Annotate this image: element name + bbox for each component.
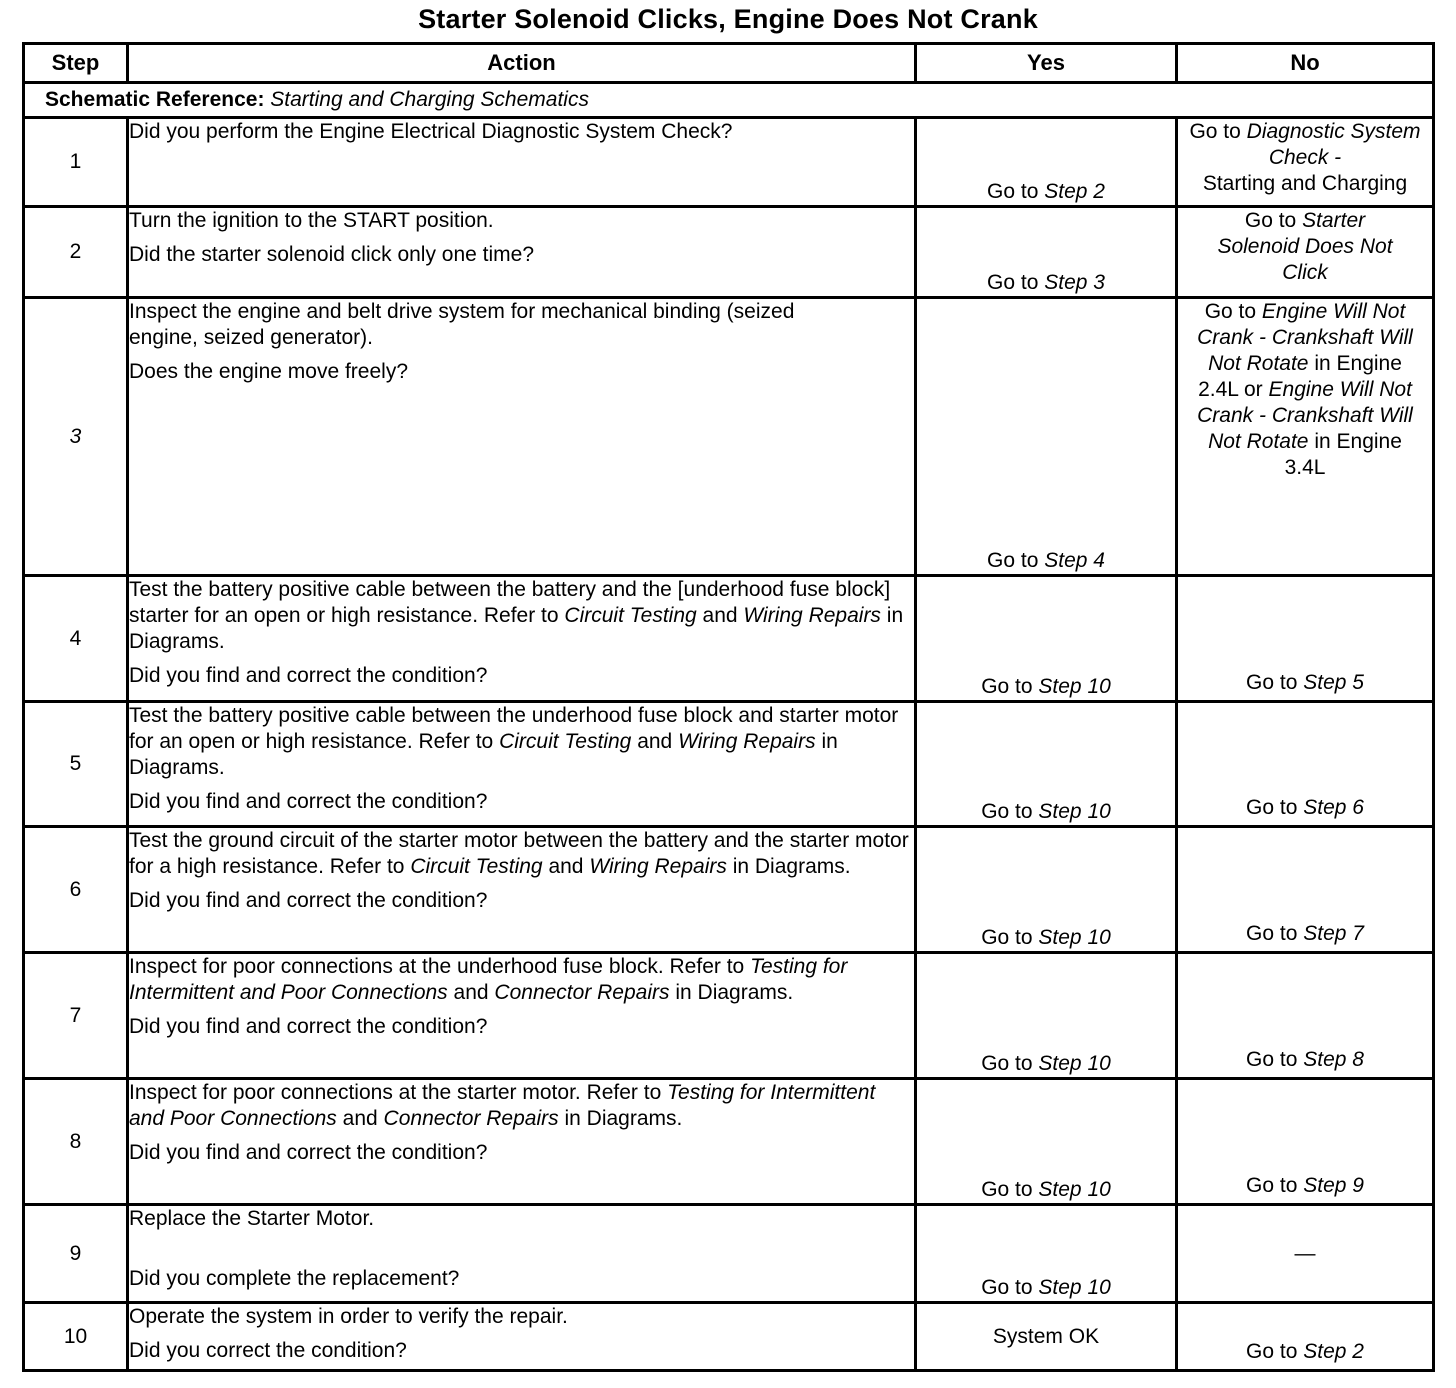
no-cell — [1177, 827, 1434, 953]
action-text-part: Inspect for poor connections at the starter motor. Refer to — [129, 1081, 662, 1104]
go-to-label: Go to — [1189, 120, 1241, 143]
action-text — [129, 828, 914, 880]
action-reference: Wiring Repairs — [678, 730, 816, 753]
no-target-alt: Engine Will Not Crank - Crankshaft Will Not Rotate — [1197, 378, 1413, 453]
action-text — [129, 703, 914, 781]
no-cell — [1177, 702, 1434, 827]
action-text: Operate the system in order to verify the repair. — [129, 1305, 568, 1328]
action-question: Did the starter solenoid click only one time? — [129, 243, 535, 266]
go-to-label: Go to — [1246, 1340, 1298, 1363]
no-target-mid: in Engine 2.4L or — [1198, 352, 1402, 401]
action-text — [129, 1080, 914, 1132]
action-question: Did you correct the condition? — [129, 1339, 407, 1362]
action-cell — [128, 827, 916, 953]
schematic-reference-row — [24, 83, 1434, 118]
action-question: Does the engine move freely? — [129, 360, 408, 383]
yes-target: Step 10 — [1038, 1276, 1111, 1299]
no-target: Step 6 — [1303, 796, 1364, 819]
step-number: 1 — [24, 118, 128, 207]
no-cell — [1177, 576, 1434, 702]
action-text-part: Inspect for poor connections at the underhood fuse block. Refer to — [129, 955, 745, 978]
go-to-label: Go to — [981, 1178, 1033, 1201]
yes-target: Step 3 — [1044, 271, 1105, 294]
yes-cell — [916, 702, 1177, 827]
step-number: 8 — [24, 1079, 128, 1205]
action-question: Did you find and correct the condition? — [129, 1015, 488, 1038]
step-number: 10 — [24, 1303, 128, 1371]
diagnostic-table — [22, 42, 1435, 1372]
action-question: Did you find and correct the condition? — [129, 1141, 488, 1164]
action-text-part: and — [453, 981, 489, 1004]
action-cell — [128, 207, 916, 298]
no-cell — [1177, 953, 1434, 1079]
action-text-part: in Diagrams. — [675, 981, 794, 1004]
step-number: 6 — [24, 827, 128, 953]
action-cell — [128, 118, 916, 207]
header-no: No — [1177, 44, 1434, 83]
no-target-dash: — — [1294, 1241, 1316, 1265]
go-to-label: Go to — [981, 926, 1033, 949]
action-cell — [128, 1079, 916, 1205]
go-to-label: Go to — [1246, 1174, 1298, 1197]
schematic-reference-value: Starting and Charging Schematics — [270, 88, 589, 111]
page-title: Starter Solenoid Clicks, Engine Does Not Crank — [418, 4, 1038, 34]
no-target: Diagnostic System Check - — [1246, 120, 1421, 169]
action-reference: Wiring Repairs — [589, 855, 727, 878]
table-row — [24, 1205, 1434, 1303]
no-cell — [1177, 1303, 1434, 1371]
go-to-label: Go to — [981, 800, 1033, 823]
table-row — [24, 576, 1434, 702]
action-text-part: Test the battery positive cable between the underhood fuse block and starter motor for an open or high resistance. Refer to — [129, 704, 899, 753]
action-text: Inspect the engine and belt drive system for mechanical binding (seized engine, seized generator). — [129, 300, 795, 349]
no-target: Step 2 — [1303, 1340, 1364, 1363]
go-to-label: Go to — [1204, 300, 1257, 323]
yes-target: Step 10 — [1038, 926, 1111, 949]
step-number-text: 3 — [69, 424, 82, 448]
yes-target: Step 2 — [1044, 180, 1105, 203]
yes-target: Step 10 — [1038, 1178, 1111, 1201]
header-step: Step — [24, 44, 128, 83]
yes-cell — [916, 298, 1177, 576]
action-text-part: and — [342, 1107, 378, 1130]
action-cell — [128, 1303, 916, 1371]
yes-cell — [916, 1079, 1177, 1205]
yes-target: Step 4 — [1044, 549, 1105, 572]
action-reference: Testing for Intermittent and Poor Connections — [129, 1081, 876, 1130]
action-reference: Circuit Testing — [499, 730, 632, 753]
action-cell — [128, 298, 916, 576]
go-to-label: Go to — [987, 549, 1039, 572]
header-yes: Yes — [916, 44, 1177, 83]
action-text-part: in Diagrams. — [129, 604, 904, 653]
table-row — [24, 1303, 1434, 1371]
spacer — [129, 1240, 914, 1266]
action-cell — [128, 953, 916, 1079]
step-number: 2 — [24, 207, 128, 298]
go-to-label: Go to — [981, 1052, 1033, 1075]
no-cell — [1177, 118, 1434, 207]
yes-target: Step 10 — [1038, 1052, 1111, 1075]
action-text: Turn the ignition to the START position. — [129, 209, 494, 232]
table-row — [24, 207, 1434, 298]
action-text-part: in Diagrams. — [732, 855, 851, 878]
action-question: Did you find and correct the condition? — [129, 889, 488, 912]
go-to-label: Go to — [981, 1276, 1033, 1299]
go-to-label: Go to — [981, 675, 1033, 698]
action-reference: Circuit Testing — [410, 855, 543, 878]
go-to-label: Go to — [987, 271, 1039, 294]
table-row — [24, 298, 1434, 576]
no-target: Starter Solenoid Does Not Click — [1217, 209, 1393, 284]
step-number: 4 — [24, 576, 128, 702]
no-target-suffix: Starting and Charging — [1202, 172, 1408, 195]
go-to-label: Go to — [1246, 671, 1298, 694]
action-text-part: and — [637, 730, 673, 753]
action-question: Did you find and correct the condition? — [129, 664, 488, 687]
no-target: Step 9 — [1303, 1174, 1364, 1197]
table-row — [24, 118, 1434, 207]
action-question: Did you complete the replacement? — [129, 1267, 460, 1290]
no-target: Step 5 — [1303, 671, 1364, 694]
no-target: Engine Will Not Crank - Crankshaft Will Not Rotate — [1197, 300, 1413, 375]
action-text-part: and — [702, 604, 738, 627]
go-to-label: Go to — [987, 180, 1039, 203]
step-number: 9 — [24, 1205, 128, 1303]
go-to-label: Go to — [1246, 1048, 1298, 1071]
table-row — [24, 702, 1434, 827]
action-reference: Testing for Intermittent and Poor Connections — [129, 955, 848, 1004]
action-text-part: and — [548, 855, 584, 878]
no-target: Step 7 — [1303, 922, 1364, 945]
no-cell — [1177, 1205, 1434, 1303]
action-text — [129, 954, 914, 1006]
header-row — [24, 44, 1434, 83]
table-row — [24, 827, 1434, 953]
yes-target: Step 10 — [1038, 675, 1111, 698]
step-number: 7 — [24, 953, 128, 1079]
no-target: Step 8 — [1303, 1048, 1364, 1071]
action-reference: Connector Repairs — [494, 981, 670, 1004]
action-text-part: in Diagrams. — [564, 1107, 683, 1130]
action-reference: Wiring Repairs — [743, 604, 881, 627]
go-to-label: Go to — [1246, 922, 1298, 945]
action-question: Did you find and correct the condition? — [129, 790, 488, 813]
action-cell — [128, 1205, 916, 1303]
yes-cell — [916, 118, 1177, 207]
action-text — [129, 577, 914, 655]
yes-target: Step 10 — [1038, 800, 1111, 823]
step-number: 5 — [24, 702, 128, 827]
action-text-part: Test the ground circuit of the starter motor between the battery and the starter motor for a high resistance. Refer to — [129, 829, 909, 878]
action-reference: Connector Repairs — [383, 1107, 559, 1130]
go-to-label: Go to — [1246, 796, 1298, 819]
no-target-end: in Engine 3.4L — [1284, 430, 1402, 479]
no-cell — [1177, 207, 1434, 298]
header-action: Action — [128, 44, 916, 83]
yes-cell — [916, 1205, 1177, 1303]
schematic-reference — [24, 83, 1434, 118]
action-reference: Circuit Testing — [564, 604, 697, 627]
action-text-part: in Diagrams. — [129, 730, 838, 779]
go-to-label: Go to — [1244, 209, 1297, 232]
schematic-reference-label: Schematic Reference: — [45, 88, 265, 111]
yes-cell — [916, 207, 1177, 298]
yes-cell — [916, 827, 1177, 953]
step-number — [24, 298, 128, 576]
action-text: Did you perform the Engine Electrical Diagnostic System Check? — [129, 120, 733, 143]
action-cell — [128, 702, 916, 827]
no-cell — [1177, 298, 1434, 576]
no-cell — [1177, 1079, 1434, 1205]
yes-cell — [916, 1303, 1177, 1371]
table-row — [24, 953, 1434, 1079]
action-cell — [128, 576, 916, 702]
yes-cell — [916, 953, 1177, 1079]
table-row — [24, 1079, 1434, 1205]
action-text: Replace the Starter Motor. — [129, 1207, 375, 1230]
yes-target: System OK — [992, 1324, 1100, 1348]
yes-cell — [916, 576, 1177, 702]
action-text-part: Test the battery positive cable between the battery and the [underhood fuse block] starter for an open or high resistance. Refer to — [129, 578, 891, 627]
